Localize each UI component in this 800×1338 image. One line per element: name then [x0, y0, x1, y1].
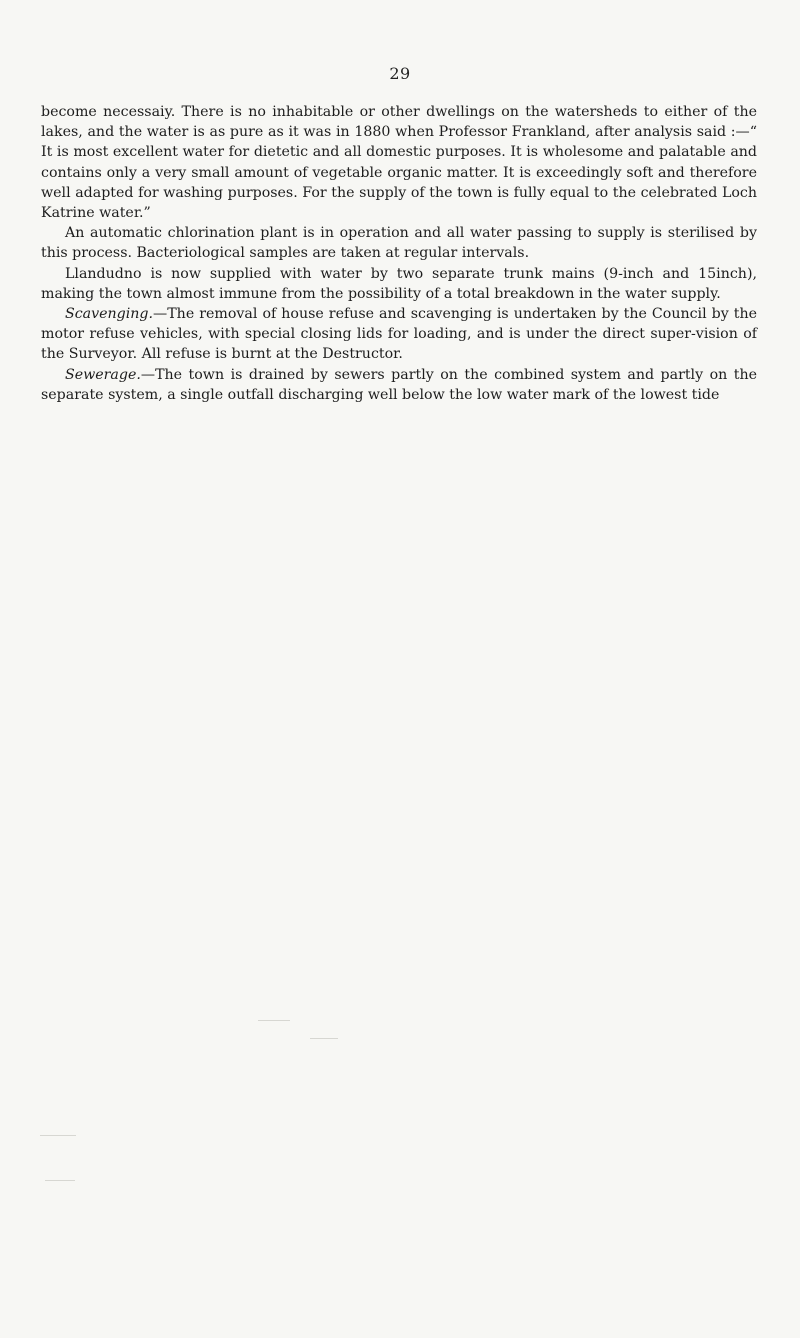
paragraph-sewerage [41, 365, 757, 405]
paragraph-water-purity [41, 102, 757, 223]
paragraph-text: —The town is drained by sewers partly on the combined system and partly on the separate system, a single outfall discharging well below the low water mark of the lowest tide [41, 366, 757, 403]
paragraph-text: Llandudno is now supplied with water by two separate trunk mains (9-inch and 15inch), making the town almost immune from the possibility of a total breakdown in the water supply. [41, 265, 757, 302]
paragraph-text: An automatic chlorination plant is in operation and all water passing to supply is sterilised by this process. Bacteriological samples are taken at regular intervals. [41, 225, 757, 262]
paragraph-text: become necessaiy. There is no inhabitable or other dwellings on the watersheds to either of the lakes, and the water is as pure as it was in 1880 when Professor Frankland, after analysis said :—“ It is most excellent water for dietetic and all domestic purposes. It is wholesome and palatable and contains only a very small amount of vegetable organic matter. It is exceedingly soft and therefore well adapted for washing purposes. For the supply of the town is fully equal to the celebrated Loch Katrine water.” [41, 104, 757, 222]
scan-speck [310, 1038, 338, 1039]
body-text [41, 102, 757, 405]
section-heading-sewerage: Sewerage. [65, 366, 141, 383]
section-heading-scavenging: Scavenging. [65, 306, 154, 323]
paragraph-scavenging [41, 304, 757, 365]
scan-speck [45, 1180, 75, 1181]
scan-speck [40, 1135, 76, 1136]
scan-speck [258, 1020, 290, 1021]
paragraph-trunk-mains [41, 264, 757, 304]
paragraph-text: —The removal of house refuse and scavenging is undertaken by the Council by the motor refuse vehicles, with special closing lids for loading, and is under the direct super-vision of the Surveyor. All refuse is burnt at the Destructor. [41, 306, 757, 363]
paragraph-chlorination [41, 223, 757, 263]
page-number: 29 [389, 64, 411, 83]
